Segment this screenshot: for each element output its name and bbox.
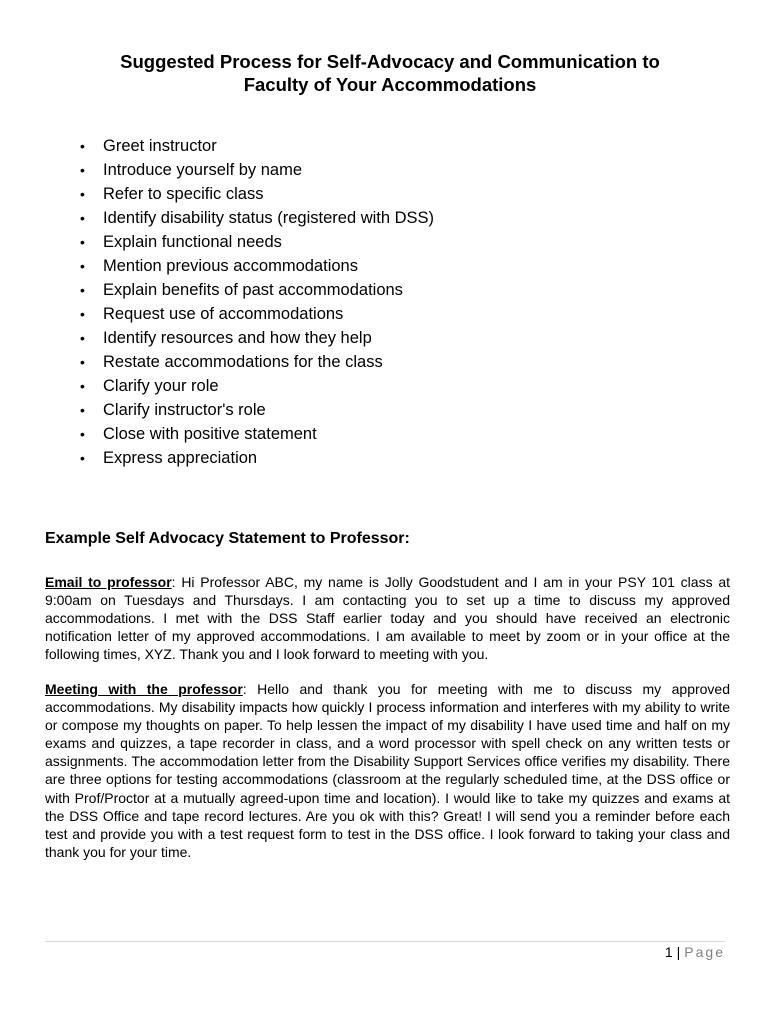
bullet-icon: • [80,330,85,346]
list-item: • Restate accommodations for the class [80,350,434,374]
list-item: • Clarify your role [80,374,434,398]
page-label: Page [684,944,725,960]
list-item: • Identify disability status (registered with DSS) [80,206,434,230]
bullet-icon: • [80,354,85,370]
bullet-icon: • [80,162,85,178]
bullet-icon: • [80,234,85,250]
process-steps-list [80,134,434,470]
title-line-1: Suggested Process for Self-Advocacy and Communication to [120,51,660,72]
email-text: : Hi Professor ABC, my name is Jolly Goodstudent and I am in your PSY 101 class at 9:00am on Tuesdays and Thursdays. I am contacting you to set up a time to discuss my approved accommodations. I met with the DSS Staff earlier today and you should have received an electronic notification letter of my approved accommodations. I am available to meet by zoom or in your office at the following times, XYZ. Thank you and I look forward to meeting with you. [45,574,731,663]
meeting-text: : Hello and thank you for meeting with me to discuss my approved accommodations. My disability impacts how quickly I process information and interferes with my ability to write or compose my thoughts on paper. To help lessen the impact of my disability I have used time and half on my exams and quizzes, a tape recorder in class, and a word processor with spell check on any written tests or assignments. The accommodation letter from the Disability Support Services office verifies my disability. There are three options for testing accommodations (classroom at the regularly scheduled time, at the DSS office or with Prof/Proctor at a mutually agreed-upon time and location). I would like to take my quizzes and exams at the DSS Office and tape record lectures. Are you ok with this? Great! I will send you a reminder before each test and provide you with a test request form to test in the DSS office. I look forward to taking your class and thank you for your time. [45,681,730,860]
list-item: • Explain benefits of past accommodations [80,278,434,302]
meeting-label: Meeting with the professor [45,681,243,697]
list-item: • Mention previous accommodations [80,254,434,278]
list-item: • Explain functional needs [80,230,434,254]
title-line-2: Faculty of Your Accommodations [243,74,537,95]
bullet-icon: • [80,378,85,394]
list-item: • Introduce yourself by name [80,158,434,182]
bullet-icon: • [80,282,85,298]
page-number: 1 [664,944,673,960]
list-item: • Identify resources and how they help [80,326,434,350]
email-label: Email to professor [45,574,172,590]
list-item: • Close with positive statement [80,422,434,446]
list-item: • Greet instructor [80,134,434,158]
meeting-paragraph [45,680,730,861]
document-title [60,50,720,96]
bullet-icon: • [80,426,85,442]
list-item: • Express appreciation [80,446,434,470]
footer-separator: | [676,944,681,960]
bullet-icon: • [80,402,85,418]
bullet-icon: • [80,450,85,466]
list-item: • Refer to specific class [80,182,434,206]
bullet-icon: • [80,306,85,322]
list-item: • Request use of accommodations [80,302,434,326]
section-heading: Example Self Advocacy Statement to Professor: [45,530,410,547]
bullet-icon: • [80,138,85,154]
bullet-icon: • [80,258,85,274]
email-paragraph [45,573,730,663]
footer-divider [45,941,725,942]
bullet-icon: • [80,186,85,202]
bullet-icon: • [80,210,85,226]
page-footer [665,944,725,960]
list-item: • Clarify instructor's role [80,398,434,422]
